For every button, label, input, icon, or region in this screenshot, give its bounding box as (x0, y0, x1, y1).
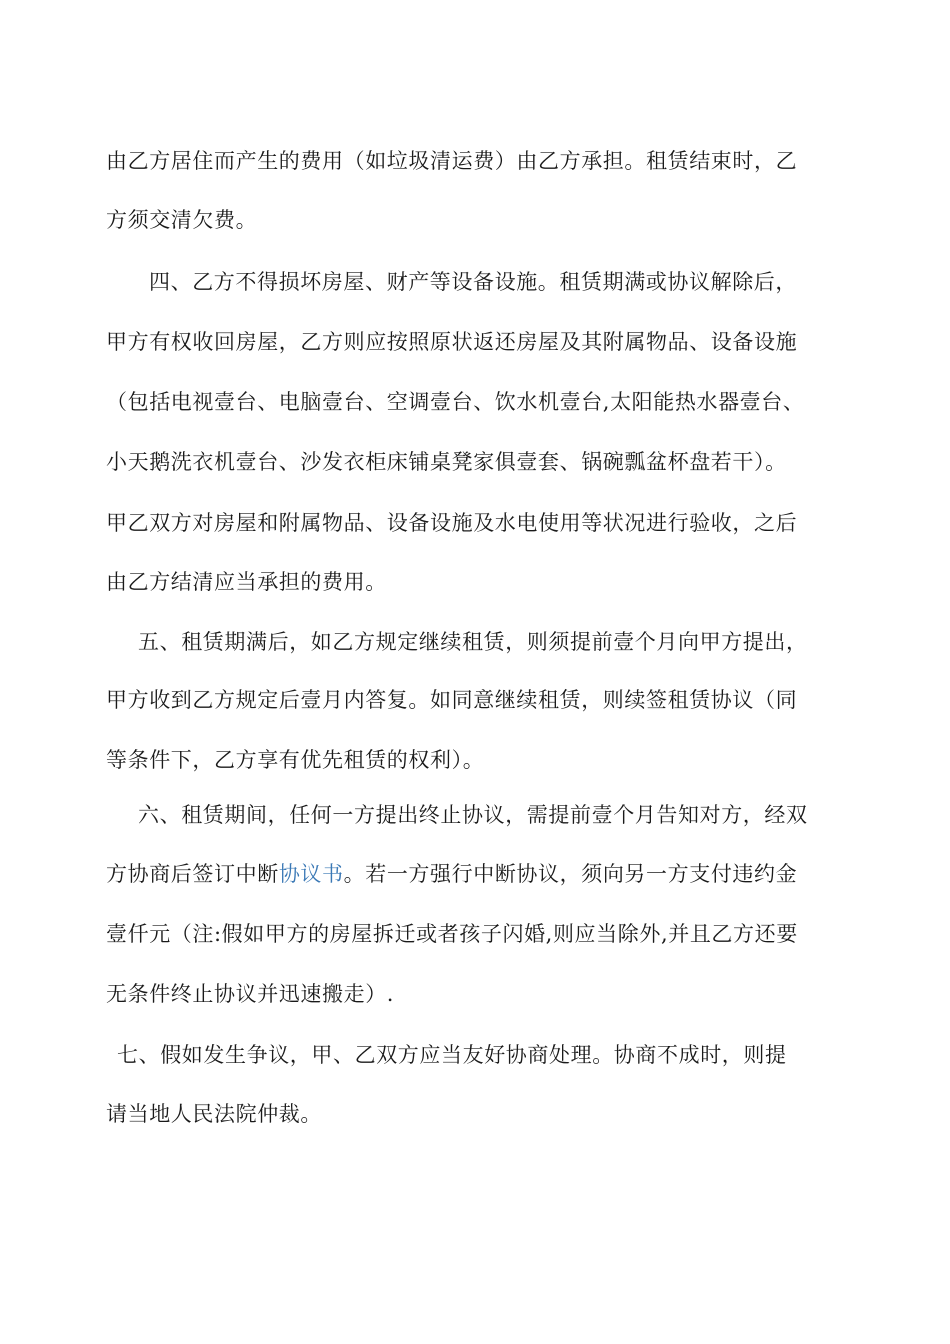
section-seven-start: 七、假如发生争议，甲、乙双方应当友好协商处理。协商不成时，则提 (117, 1043, 787, 1067)
text-line: 由乙方居住而产生的费用（如垃圾清运费）由乙方承担。租赁结束时，乙 (106, 149, 798, 173)
text-segment: 方协商后签订中断 (106, 862, 279, 886)
text-line: 由乙方结清应当承担的费用。 (106, 570, 387, 594)
text-line: 等条件下，乙方享有优先租赁的权利）。 (106, 748, 485, 772)
text-line: 甲乙双方对房屋和附属物品、设备设施及水电使用等状况进行验收，之后 (106, 511, 798, 535)
section-five-start: 五、租赁期满后，如乙方规定继续租赁，则须提前壹个月向甲方提出， (138, 630, 808, 654)
section-six-start: 六、租赁期间，任何一方提出终止协议，需提前壹个月告知对方，经双 (138, 803, 808, 827)
text-line-with-link (106, 859, 826, 889)
text-line: 请当地人民法院仲裁。 (106, 1102, 322, 1126)
text-line: 甲方有权收回房屋，乙方则应按照原状返还房屋及其附属物品、设备设施 (106, 330, 798, 354)
text-segment: 若一方强行中断协议，须向另一方支付违约金 (365, 862, 798, 886)
agreement-link[interactable]: 协议书 (278, 862, 344, 886)
text-segment: 。 (343, 862, 366, 886)
section-four-start: 四、乙方不得损坏房屋、财产等设备设施。租赁期满或协议解除后， (149, 270, 797, 294)
text-line: 壹仟元（注:假如甲方的房屋拆迁或者孩子闪婚,则应当除外,并且乙方还要 (106, 922, 798, 946)
text-line: 小天鹅洗衣机壹台、沙发衣柜床铺桌凳家俱壹套、锅碗瓢盆杯盘若干）。 (106, 450, 787, 474)
text-line: 方须交清欠费。 (106, 208, 258, 232)
text-line: 甲方收到乙方规定后壹月内答复。如同意继续租赁，则续签租赁协议（同 (106, 688, 798, 712)
text-line: （包括电视壹台、电脑壹台、空调壹台、饮水机壹台,太阳能热水器壹台、 (106, 390, 805, 414)
text-line: 无条件终止协议并迅速搬走）. (106, 982, 395, 1006)
